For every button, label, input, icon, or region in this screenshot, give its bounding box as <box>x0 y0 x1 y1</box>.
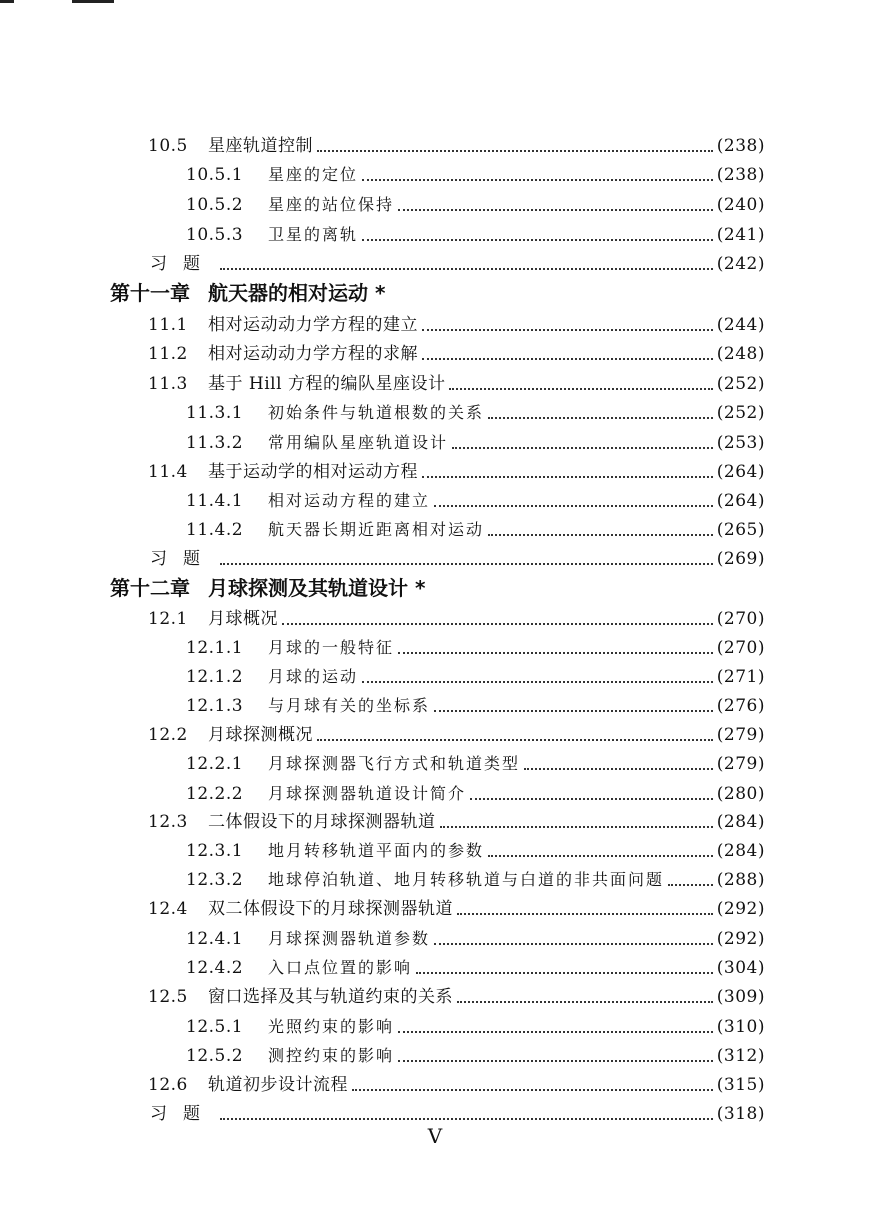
entry-title: 基于 Hill 方程的编队星座设计 <box>208 374 446 394</box>
entry-page-number: (284) <box>716 812 765 832</box>
toc-exercises-entry <box>148 250 765 278</box>
toc-subsection-entry <box>186 1042 765 1070</box>
toc-subsection-entry <box>186 837 765 865</box>
toc-section-entry <box>148 895 765 923</box>
entry-title: 月球探测器飞行方式和轨道类型 <box>268 754 521 773</box>
dot-leader <box>457 1000 713 1003</box>
page-folio: V <box>427 1124 443 1148</box>
dot-leader <box>398 1059 713 1062</box>
toc-section-entry <box>148 370 765 398</box>
entry-page-number: (240) <box>716 195 765 215</box>
entry-title: 轨道初步设计流程 <box>208 1075 348 1095</box>
entry-number: 11.4 <box>148 462 188 482</box>
entry-title: 测控约束的影响 <box>268 1046 395 1065</box>
entry-title: 常用编队星座轨道设计 <box>268 433 449 452</box>
entry-page-number: (276) <box>716 696 765 716</box>
toc-subsection-entry <box>186 191 765 219</box>
dot-leader <box>220 562 713 565</box>
entry-number: 12.1.3 <box>186 696 244 716</box>
entry-number: 11.3.2 <box>186 433 244 453</box>
entry-title: 地月转移轨道平面内的参数 <box>268 841 485 860</box>
entry-title: 习题 <box>150 549 216 569</box>
entry-page-number: (279) <box>716 754 765 774</box>
entry-title: 星座的站位保持 <box>268 195 395 214</box>
entry-title: 光照约束的影响 <box>268 1017 395 1036</box>
dot-leader <box>449 387 712 390</box>
entry-number: 12.5.2 <box>186 1046 244 1066</box>
dot-leader <box>452 446 713 449</box>
scan-edge-mark <box>0 0 14 3</box>
toc-subsection-entry <box>186 750 765 778</box>
toc-subsection-entry <box>186 221 765 249</box>
entry-title: 星座轨道控制 <box>208 136 313 156</box>
toc-subsection-entry <box>186 487 765 515</box>
entry-number: 11.1 <box>148 315 188 335</box>
entry-number: 12.5.1 <box>186 1017 244 1037</box>
entry-title: 地球停泊轨道、地月转移轨道与白道的非共面问题 <box>268 870 665 889</box>
entry-number: 12.4.2 <box>186 958 244 978</box>
entry-page-number: (238) <box>716 136 765 156</box>
entry-title: 相对运动动力学方程的求解 <box>208 344 418 364</box>
entry-number: 12.2.2 <box>186 784 244 804</box>
entry-number: 12.5 <box>148 987 188 1007</box>
entry-page-number: (264) <box>716 462 765 482</box>
chapter-number: 第十一章 <box>110 281 190 305</box>
entry-title: 习题 <box>150 254 216 274</box>
entry-title: 习题 <box>150 1104 216 1124</box>
entry-number: 12.4.1 <box>186 929 244 949</box>
toc-subsection-entry <box>186 161 765 189</box>
dot-leader <box>398 208 713 211</box>
entry-title: 与月球有关的坐标系 <box>268 696 431 715</box>
entry-page-number: (264) <box>716 491 765 511</box>
toc-subsection-entry <box>186 780 765 808</box>
dot-leader <box>434 709 713 712</box>
entry-page-number: (270) <box>716 609 765 629</box>
entry-number: 12.3.2 <box>186 870 244 890</box>
toc-subsection-entry <box>186 516 765 544</box>
entry-page-number: (265) <box>716 520 765 540</box>
entry-page-number: (284) <box>716 841 765 861</box>
entry-page-number: (241) <box>716 225 765 245</box>
entry-page-number: (310) <box>716 1017 765 1037</box>
entry-page-number: (248) <box>716 344 765 364</box>
entry-title: 月球的运动 <box>268 667 359 686</box>
toc-subsection-entry <box>186 634 765 662</box>
entry-number: 12.1.2 <box>186 667 244 687</box>
entry-number: 11.4.2 <box>186 520 244 540</box>
dot-leader <box>488 533 713 536</box>
toc-section-entry <box>148 132 765 160</box>
dot-leader <box>362 178 713 181</box>
entry-title: 基于运动学的相对运动方程 <box>208 462 418 482</box>
dot-leader <box>362 238 713 241</box>
toc-subsection-entry <box>186 663 765 691</box>
entry-page-number: (279) <box>716 725 765 745</box>
dot-leader <box>434 504 713 507</box>
dot-leader <box>457 912 713 915</box>
toc-section-entry <box>148 808 765 836</box>
toc-subsection-entry <box>186 925 765 953</box>
dot-leader <box>282 622 713 625</box>
chapter-heading <box>110 573 425 603</box>
toc-subsection-entry <box>186 399 765 427</box>
entry-page-number: (252) <box>716 374 765 394</box>
entry-number: 11.3 <box>148 374 188 394</box>
entry-page-number: (304) <box>716 958 765 978</box>
dot-leader <box>434 942 713 945</box>
entry-title: 二体假设下的月球探测器轨道 <box>208 812 436 832</box>
entry-number: 11.2 <box>148 344 188 364</box>
dot-leader <box>220 1117 713 1120</box>
entry-title: 星座的定位 <box>268 165 359 184</box>
entry-page-number: (242) <box>716 254 765 274</box>
entry-page-number: (252) <box>716 403 765 423</box>
entry-page-number: (253) <box>716 433 765 453</box>
entry-number: 12.3 <box>148 812 188 832</box>
entry-page-number: (270) <box>716 638 765 658</box>
entry-page-number: (309) <box>716 987 765 1007</box>
toc-subsection-entry <box>186 692 765 720</box>
scan-edge-mark <box>72 0 114 3</box>
dot-leader <box>470 797 713 800</box>
entry-title: 航天器长期近距离相对运动 <box>268 520 485 539</box>
dot-leader <box>524 767 713 770</box>
dot-leader <box>422 357 713 360</box>
dot-leader <box>317 149 713 152</box>
entry-title: 月球探测器轨道设计简介 <box>268 784 467 803</box>
entry-title: 月球的一般特征 <box>268 638 395 657</box>
dot-leader <box>668 883 713 886</box>
toc-section-entry <box>148 721 765 749</box>
entry-page-number: (280) <box>716 784 765 804</box>
dot-leader <box>488 854 713 857</box>
toc-exercises-entry <box>148 1100 765 1128</box>
entry-page-number: (288) <box>716 870 765 890</box>
chapter-title: 月球探测及其轨道设计 * <box>208 576 426 600</box>
entry-title: 入口点位置的影响 <box>268 958 413 977</box>
toc-subsection-entry <box>186 1013 765 1041</box>
entry-number: 12.2.1 <box>186 754 244 774</box>
entry-page-number: (318) <box>716 1104 765 1124</box>
entry-page-number: (271) <box>716 667 765 687</box>
dot-leader <box>422 328 713 331</box>
entry-title: 月球概况 <box>208 609 278 629</box>
entry-number: 12.3.1 <box>186 841 244 861</box>
dot-leader <box>317 738 713 741</box>
entry-page-number: (315) <box>716 1075 765 1095</box>
entry-number: 11.3.1 <box>186 403 244 423</box>
entry-title: 卫星的离轨 <box>268 225 359 244</box>
entry-number: 10.5.1 <box>186 165 244 185</box>
entry-title: 初始条件与轨道根数的关系 <box>268 403 485 422</box>
entry-number: 12.1.1 <box>186 638 244 658</box>
dot-leader <box>352 1088 713 1091</box>
chapter-number: 第十二章 <box>110 576 190 600</box>
entry-number: 10.5 <box>148 136 188 156</box>
toc-subsection-entry <box>186 429 765 457</box>
entry-number: 12.1 <box>148 609 188 629</box>
dot-leader <box>362 680 713 683</box>
toc-exercises-entry <box>148 545 765 573</box>
entry-title: 月球探测概况 <box>208 725 313 745</box>
toc-section-entry <box>148 340 765 368</box>
toc-subsection-entry <box>186 866 765 894</box>
entry-number: 12.4 <box>148 899 188 919</box>
entry-number: 11.4.1 <box>186 491 244 511</box>
toc-section-entry <box>148 1071 765 1099</box>
dot-leader <box>398 1030 713 1033</box>
entry-title: 月球探测器轨道参数 <box>268 929 431 948</box>
entry-title: 相对运动动力学方程的建立 <box>208 315 418 335</box>
entry-page-number: (312) <box>716 1046 765 1066</box>
chapter-title: 航天器的相对运动 * <box>208 281 386 305</box>
entry-number: 12.2 <box>148 725 188 745</box>
dot-leader <box>440 825 713 828</box>
entry-page-number: (238) <box>716 165 765 185</box>
entry-title: 双二体假设下的月球探测器轨道 <box>208 899 453 919</box>
toc-section-entry <box>148 605 765 633</box>
entry-title: 窗口选择及其与轨道约束的关系 <box>208 987 453 1007</box>
chapter-heading <box>110 278 385 308</box>
dot-leader <box>488 416 713 419</box>
entry-number: 10.5.3 <box>186 225 244 245</box>
entry-page-number: (244) <box>716 315 765 335</box>
entry-number: 12.6 <box>148 1075 188 1095</box>
toc-subsection-entry <box>186 954 765 982</box>
dot-leader <box>220 267 713 270</box>
dot-leader <box>398 651 713 654</box>
entry-title: 相对运动方程的建立 <box>268 491 431 510</box>
entry-page-number: (292) <box>716 899 765 919</box>
entry-page-number: (269) <box>716 549 765 569</box>
toc-section-entry <box>148 458 765 486</box>
dot-leader <box>422 475 713 478</box>
dot-leader <box>416 971 713 974</box>
entry-page-number: (292) <box>716 929 765 949</box>
toc-section-entry <box>148 311 765 339</box>
entry-number: 10.5.2 <box>186 195 244 215</box>
toc-section-entry <box>148 983 765 1011</box>
